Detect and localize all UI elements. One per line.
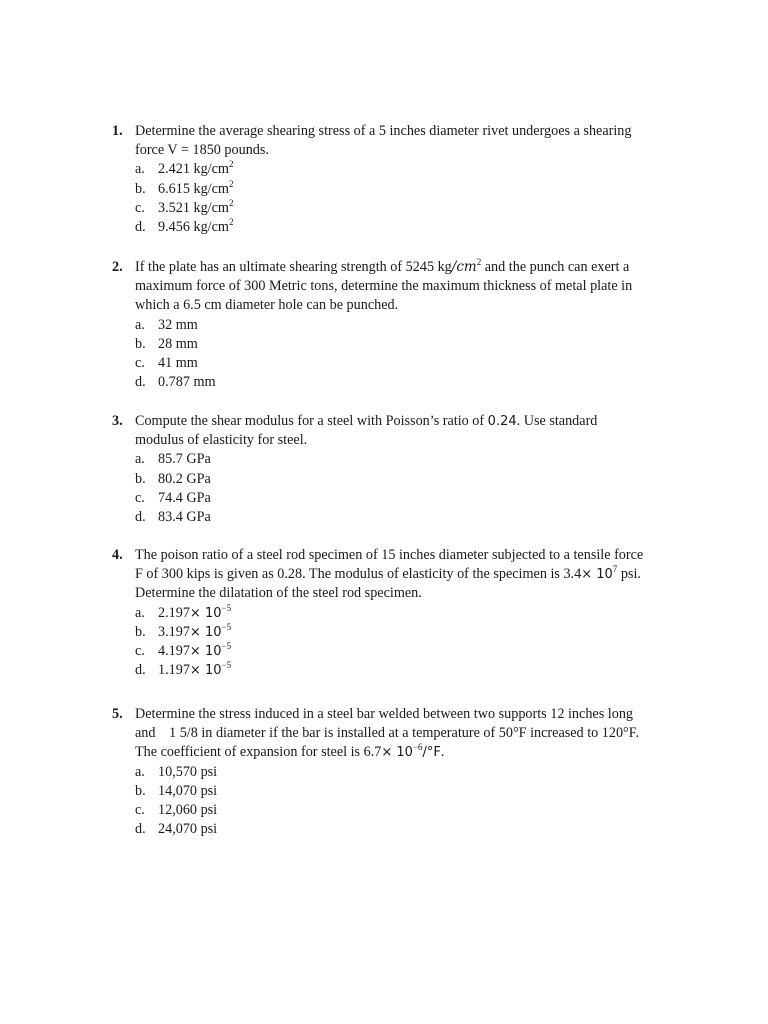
option-letter: c. bbox=[135, 489, 145, 506]
text-fragment: . bbox=[440, 744, 445, 761]
math-superscript: −6 bbox=[412, 742, 423, 753]
answer-option-d bbox=[135, 218, 692, 237]
option-value: 85.7 GPa bbox=[158, 451, 211, 468]
answer-options bbox=[135, 160, 692, 237]
option-value: 3.521 kg/cm bbox=[158, 199, 229, 216]
math-superscript: 2 bbox=[476, 257, 482, 267]
question-text-line: force V = 1850 pounds. bbox=[135, 142, 269, 159]
option-letter: a. bbox=[135, 161, 145, 178]
answer-options bbox=[135, 316, 692, 393]
option-value: 83.4 GPa bbox=[158, 508, 211, 525]
option-letter: a. bbox=[135, 763, 145, 780]
option-superscript: 2 bbox=[228, 197, 234, 208]
text-fragment: and bbox=[135, 725, 156, 742]
question-text bbox=[135, 412, 692, 450]
option-value: 14,070 psi bbox=[158, 782, 218, 799]
answer-option-d bbox=[135, 373, 692, 392]
answer-option-a bbox=[135, 450, 692, 469]
question-text-line: Determine the average shearing stress of a 5 inches diameter rivet undergoes a shearing bbox=[135, 123, 632, 139]
answer-option-d bbox=[135, 661, 692, 680]
option-letter: d. bbox=[135, 821, 146, 838]
option-superscript: −5 bbox=[221, 660, 232, 671]
question-text-line bbox=[135, 743, 692, 762]
answer-option-b bbox=[135, 782, 692, 801]
option-value: 0.787 mm bbox=[158, 374, 216, 391]
question-text-line: The poison ratio of a steel rod specimen of 15 inches diameter subjected to a tensile force bbox=[135, 547, 644, 563]
option-letter: c. bbox=[135, 354, 145, 371]
answer-options bbox=[135, 604, 692, 681]
question-text-line: maximum force of 300 Metric tons, determine the maximum thickness of metal plate in bbox=[135, 278, 633, 295]
option-value: 28 mm bbox=[158, 335, 198, 352]
option-superscript: 2 bbox=[228, 159, 234, 170]
question-text bbox=[135, 705, 692, 763]
math-unit: /°F bbox=[422, 745, 441, 761]
option-math: × 10 bbox=[189, 624, 222, 640]
answer-option-a bbox=[135, 160, 692, 179]
question-text-line: Determine the stress induced in a steel bar welded between two supports 12 inches long bbox=[135, 706, 634, 722]
answer-option-b bbox=[135, 623, 692, 642]
math-value: 0.24 bbox=[487, 414, 517, 429]
question-5 bbox=[112, 705, 692, 839]
option-value: 3.197 bbox=[158, 623, 190, 640]
answer-option-c bbox=[135, 354, 692, 373]
option-value: 24,070 psi bbox=[158, 821, 218, 838]
answer-option-d bbox=[135, 508, 692, 527]
option-value: 2.197 bbox=[158, 604, 190, 621]
answer-options bbox=[135, 450, 692, 527]
question-text-line: which a 6.5 cm diameter hole can be punched. bbox=[135, 297, 399, 314]
answer-option-a bbox=[135, 316, 692, 335]
option-superscript: −5 bbox=[221, 640, 232, 651]
question-text-line bbox=[135, 258, 692, 277]
answer-option-b bbox=[135, 470, 692, 489]
text-fragment: Compute the shear modulus for a steel with Poisson’s ratio of bbox=[135, 413, 488, 429]
option-letter: d. bbox=[135, 218, 146, 235]
text-fragment: F of 300 kips is given as 0.28. The modulus of elasticity of the specimen is 3.4 bbox=[135, 566, 582, 583]
option-value: 32 mm bbox=[158, 316, 198, 333]
text-fragment: and the punch can exert a bbox=[481, 259, 630, 275]
option-value: 6.615 kg/cm bbox=[158, 180, 229, 197]
text-fragment: psi. bbox=[617, 566, 641, 583]
question-4 bbox=[112, 546, 692, 680]
option-value: 74.4 GPa bbox=[158, 489, 211, 506]
text-fragment: 1 5/8 in diameter if the bar is installed at a temperature of 50°F increased to 120°F. bbox=[169, 725, 640, 742]
option-letter: b. bbox=[135, 180, 146, 197]
text-fragment: . Use standard bbox=[516, 413, 598, 429]
option-letter: d. bbox=[135, 508, 146, 525]
question-number: 5. bbox=[112, 706, 123, 722]
option-math: × 10 bbox=[189, 643, 222, 659]
question-text bbox=[135, 122, 692, 160]
option-value: 4.197 bbox=[158, 642, 190, 659]
math-superscript: 7 bbox=[612, 564, 618, 575]
question-text bbox=[135, 258, 692, 316]
question-1 bbox=[112, 122, 692, 237]
question-number: 3. bbox=[112, 413, 123, 429]
option-value: 12,060 psi bbox=[158, 801, 218, 818]
question-2 bbox=[112, 258, 692, 392]
question-text-line: modulus of elasticity for steel. bbox=[135, 432, 308, 449]
option-letter: b. bbox=[135, 782, 146, 799]
option-letter: a. bbox=[135, 604, 145, 621]
answer-option-b bbox=[135, 335, 692, 354]
option-letter: a. bbox=[135, 451, 145, 468]
answer-option-b bbox=[135, 180, 692, 199]
option-superscript: 2 bbox=[228, 216, 234, 227]
option-math: × 10 bbox=[189, 663, 222, 679]
option-value: 2.421 kg/cm bbox=[158, 161, 229, 178]
question-number: 2. bbox=[112, 259, 123, 275]
answer-option-c bbox=[135, 199, 692, 218]
answer-options bbox=[135, 763, 692, 840]
math-expression: × 10 bbox=[581, 567, 613, 583]
option-value: 9.456 kg/cm bbox=[158, 218, 229, 235]
question-text bbox=[135, 546, 692, 604]
option-math: × 10 bbox=[189, 605, 222, 621]
option-letter: c. bbox=[135, 199, 145, 216]
text-fragment: If the plate has an ultimate shearing strength of 5245 kg bbox=[135, 259, 452, 275]
answer-option-c bbox=[135, 642, 692, 661]
option-superscript: −5 bbox=[221, 602, 232, 613]
math-expression: × 10 bbox=[381, 745, 413, 761]
question-text-line: Determine the dilatation of the steel rod specimen. bbox=[135, 585, 422, 602]
answer-option-c bbox=[135, 489, 692, 508]
option-value: 41 mm bbox=[158, 354, 198, 371]
answer-option-a bbox=[135, 763, 692, 782]
option-letter: b. bbox=[135, 335, 146, 352]
text-fragment: The coefficient of expansion for steel is 6.7 bbox=[135, 744, 382, 761]
question-text-line bbox=[135, 724, 692, 743]
option-letter: d. bbox=[135, 374, 146, 391]
option-letter: b. bbox=[135, 470, 146, 487]
question-text-line bbox=[135, 565, 692, 584]
option-superscript: −5 bbox=[221, 621, 232, 632]
option-letter: b. bbox=[135, 623, 146, 640]
option-value: 80.2 GPa bbox=[158, 470, 211, 487]
option-value: 1.197 bbox=[158, 662, 190, 679]
question-text-line bbox=[135, 412, 692, 431]
option-superscript: 2 bbox=[228, 178, 234, 189]
answer-option-c bbox=[135, 801, 692, 820]
math-unit: /cm bbox=[451, 259, 477, 275]
option-letter: c. bbox=[135, 801, 145, 818]
answer-option-a bbox=[135, 604, 692, 623]
option-letter: c. bbox=[135, 642, 145, 659]
question-3 bbox=[112, 412, 692, 527]
option-letter: a. bbox=[135, 316, 145, 333]
answer-option-d bbox=[135, 820, 692, 839]
question-number: 4. bbox=[112, 547, 123, 563]
option-value: 10,570 psi bbox=[158, 763, 218, 780]
option-letter: d. bbox=[135, 662, 146, 679]
question-number: 1. bbox=[112, 123, 123, 139]
